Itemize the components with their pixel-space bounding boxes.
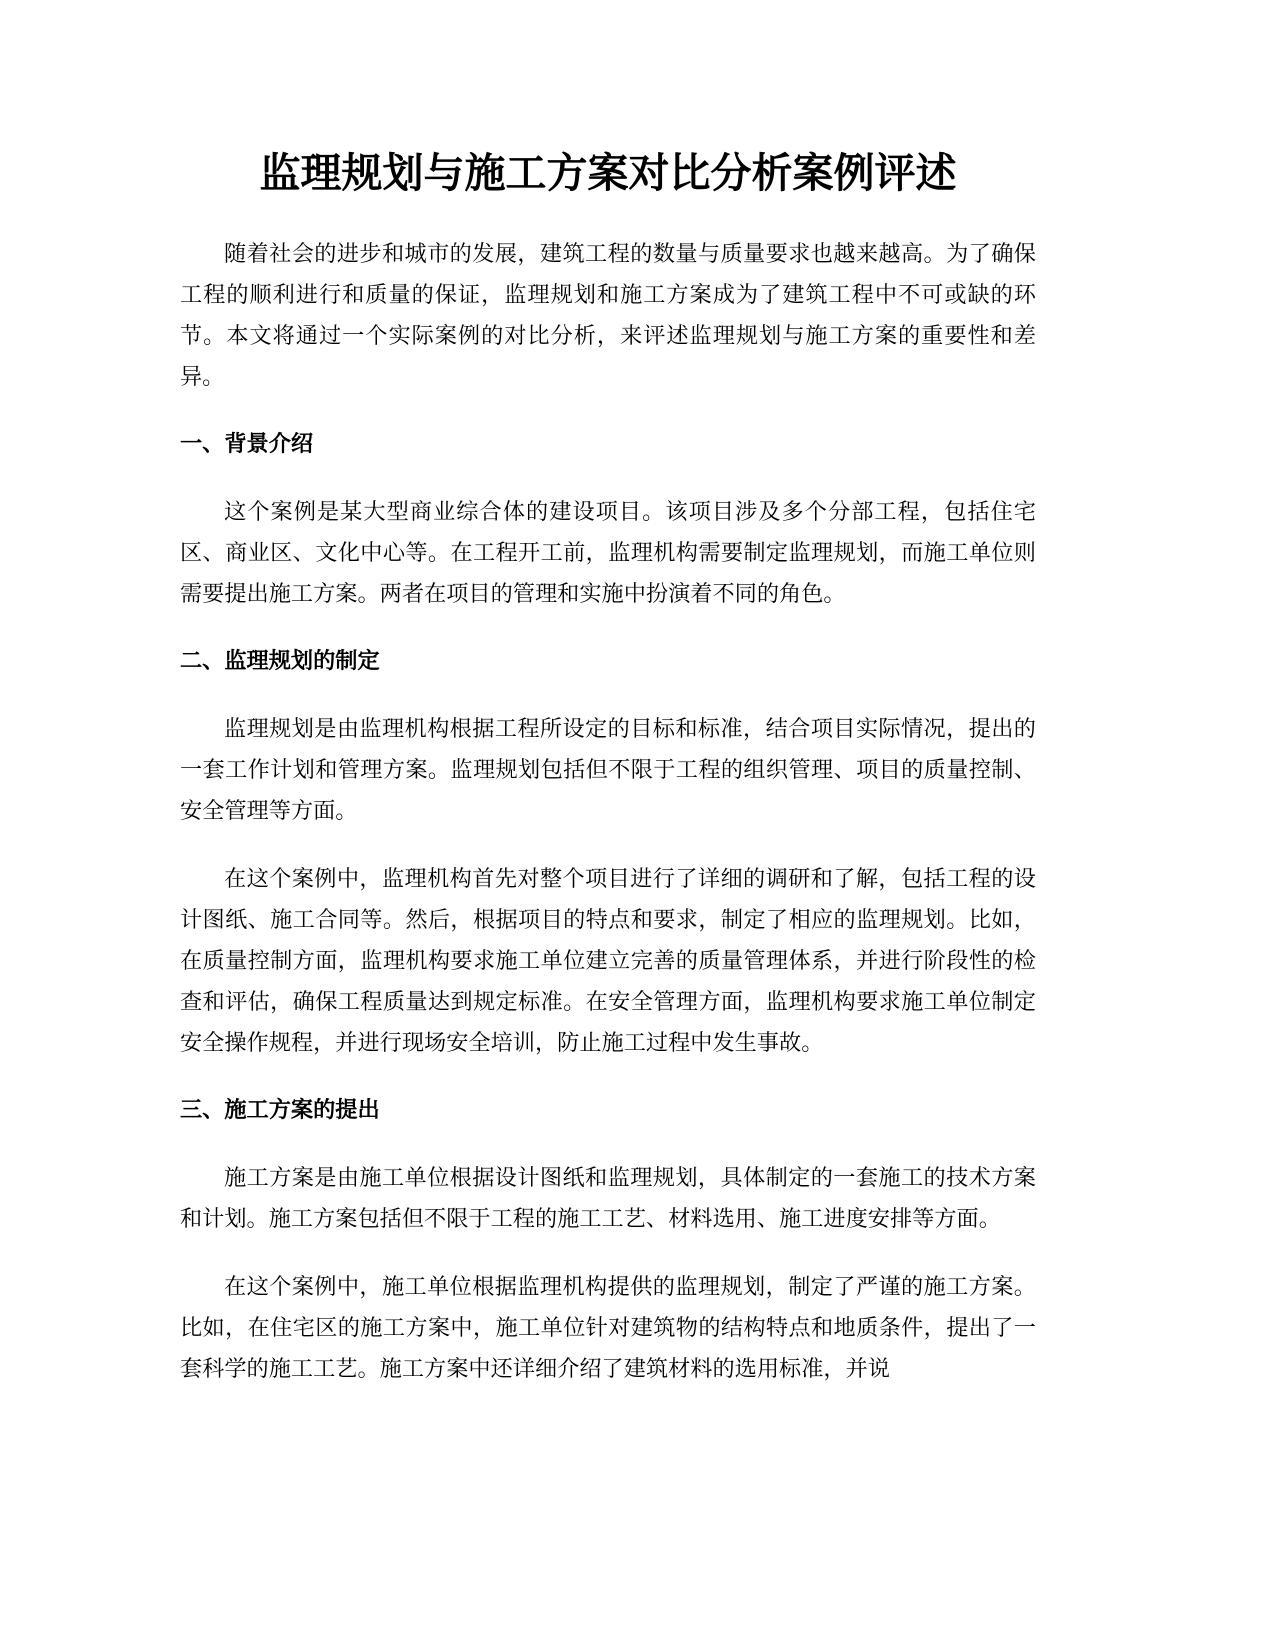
paragraph-background: 这个案例是某大型商业综合体的建设项目。该项目涉及多个分部工程，包括住宅区、商业区、文化中心等。在工程开工前，监理机构需要制定监理规划，而施工单位则需要提出施工方案。两者在项目的管理和实施中扮演着不同的角色。 xyxy=(180,499,1036,607)
paragraph-supervision-case: 在这个案例中，监理机构首先对整个项目进行了详细的调研和了解，包括工程的设计图纸、施工合同等。然后，根据项目的特点和要求，制定了相应的监理规划。比如，在质量控制方面，监理机构要求施工单位建立完善的质量管理体系，并进行阶段性的检查和评估，确保工程质量达到规定标准。在安全管理方面，监理机构要求施工单位制定安全操作规程，并进行现场安全培训，防止施工过程中发生事故。 xyxy=(180,866,1036,1056)
paragraph-construction-case: 在这个案例中，施工单位根据监理机构提供的监理规划，制定了严谨的施工方案。比如，在住宅区的施工方案中，施工单位针对建筑物的结构特点和地质条件，提出了一套科学的施工工艺。施工方案中还详细介绍了建筑材料的选用标准，并说 xyxy=(180,1274,1036,1382)
intro-paragraph: 随着社会的进步和城市的发展，建筑工程的数量与质量要求也越来越高。为了确保工程的顺利进行和质量的保证，监理规划和施工方案成为了建筑工程中不可或缺的环节。本文将通过一个实际案例的对比分析，来评述监理规划与施工方案的重要性和差异。 xyxy=(180,241,1036,390)
section-heading-construction-plan: 三、施工方案的提出 xyxy=(180,1097,380,1123)
paragraph-construction-definition: 施工方案是由施工单位根据设计图纸和监理规划，具体制定的一套施工的技术方案和计划。施工方案包括但不限于工程的施工工艺、材料选用、施工进度安排等方面。 xyxy=(180,1165,1036,1232)
section-heading-background: 一、背景介绍 xyxy=(180,431,314,457)
document-title: 监理规划与施工方案对比分析案例评述 xyxy=(259,149,957,197)
paragraph-supervision-definition: 监理规划是由监理机构根据工程所设定的目标和标准，结合项目实际情况，提出的一套工作计划和管理方案。监理规划包括但不限于工程的组织管理、项目的质量控制、安全管理等方面。 xyxy=(180,716,1036,824)
document-body xyxy=(180,138,1036,1390)
section-heading-supervision-plan: 二、监理规划的制定 xyxy=(180,648,380,674)
